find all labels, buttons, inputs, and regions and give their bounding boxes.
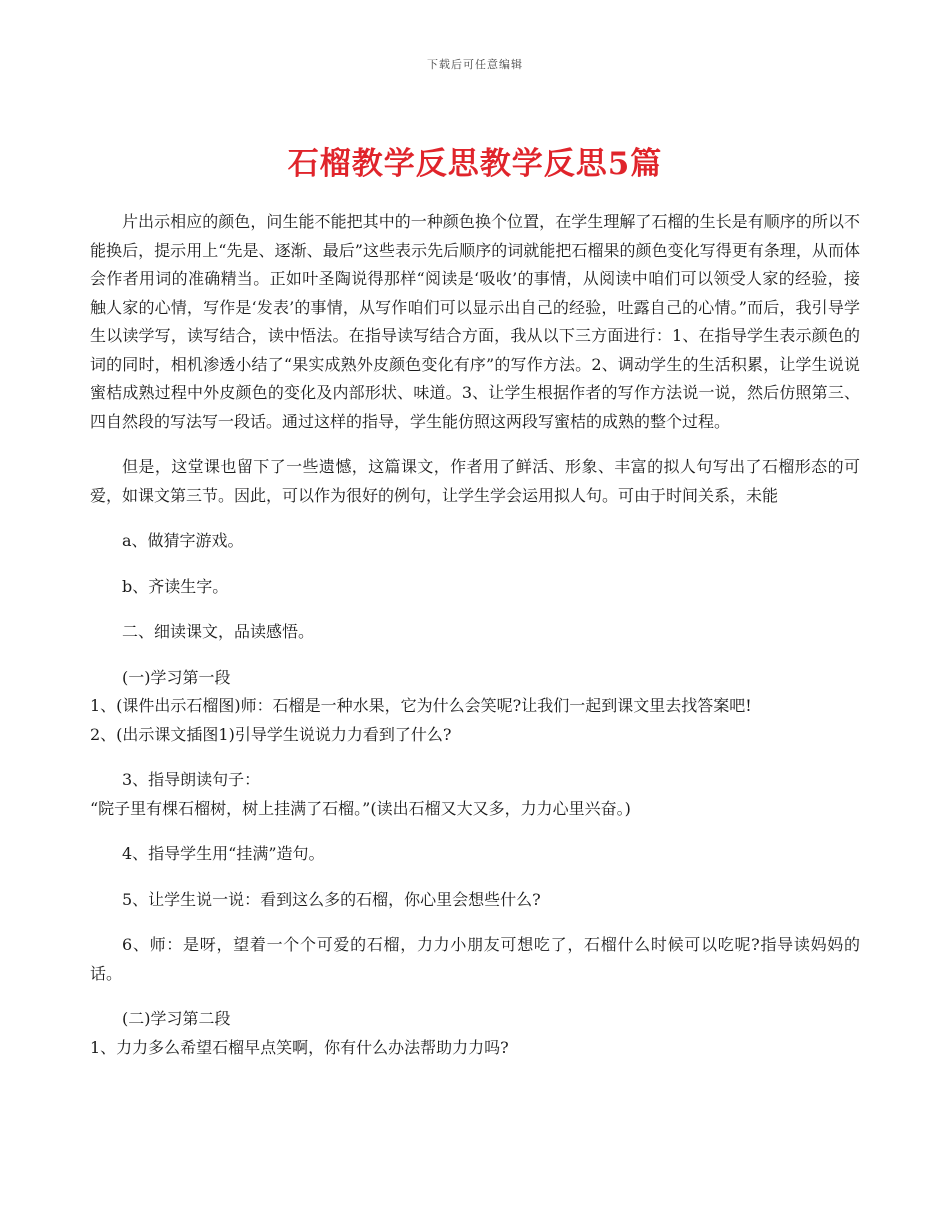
step-1-courseware: 1、(课件出示石榴图)师：石榴是一种水果，它为什么会笑呢?让我们一起到课文里去找答案吧! bbox=[90, 696, 752, 715]
list-item-guess-game: a、做猜字游戏。 bbox=[122, 531, 244, 550]
step-6-teacher: 6、师：是呀，望着一个个可爱的石榴，力力小朋友可想吃了，石榴什么时候可以吃呢?指导读妈妈的话。 bbox=[90, 935, 860, 983]
subsection-heading-part-two: (二)学习第二段 bbox=[122, 1009, 231, 1028]
subsection-heading-part-one: (一)学习第一段 bbox=[122, 667, 231, 687]
step-3-read-aloud: 3、指导朗读句子： bbox=[122, 770, 261, 789]
paragraph-regret: 但是，这堂课也留下了一些遗憾，这篇课文，作者用了鲜活、形象、丰富的拟人句写出了石榴形态的可爱，如课文第三节。因此，可以作为很好的例句，让学生学会运用拟人句。可由于时间关系，未能 bbox=[90, 457, 860, 505]
step-2-illustration: 2、(出示课文插图1)引导学生说说力力看到了什么? bbox=[90, 724, 452, 744]
page-header-note: 下载后可任意编辑 bbox=[427, 58, 523, 71]
list-item-read-words: b、齐读生字。 bbox=[122, 576, 229, 596]
section-heading-close-reading: 二、细读课文，品读感悟。 bbox=[122, 622, 315, 641]
step-4-make-sentence: 4、指导学生用“挂满”造句。 bbox=[122, 844, 325, 863]
quoted-sentence: “院子里有棵石榴树，树上挂满了石榴。”(读出石榴又大又多，力力心里兴奋。) bbox=[90, 798, 631, 818]
step-5-speak: 5、让学生说一说：看到这么多的石榴，你心里会想些什么? bbox=[122, 889, 541, 909]
document-title: 石榴教学反思教学反思5篇 bbox=[287, 146, 663, 182]
document-body bbox=[90, 208, 860, 1062]
paragraph-reflection: 片出示相应的颜色，问生能不能把其中的一种颜色换个位置，在学生理解了石榴的生长是有顺序的所以不能换后，提示用上“先是、逐渐、最后”这些表示先后顺序的词就能把石榴果的颜色变化写得更有条理，从而体会作者用词的准确精当。正如叶圣陶说得那样“阅读是‘吸收’的事情，从阅读中咱们可以领受人家的经验，接触人家的心情，写作是‘发表’的事情，从写作咱们可以显示出自己的经验，吐露自己的心情。”而后，我引导学生以读学写，读写结合，读中悟法。在指导读写结合方面，我从以下三方面进行：1、在指导学生表示颜色的词的同时，相机渗透小结了“果实成熟外皮颜色变化有序”的写作方法。2、调动学生的生活积累，让学生说说蜜桔成熟过程中外皮颜色的变化及内部形状、味道。3、让学生根据作者的写作方法说一说，然后仿照第三、四自然段的写法写一段话。通过这样的指导，学生能仿照这两段写蜜桔的成熟的整个过程。 bbox=[90, 212, 860, 431]
step-1-help-lili: 1、力力多么希望石榴早点笑啊，你有什么办法帮助力力吗? bbox=[90, 1037, 509, 1057]
